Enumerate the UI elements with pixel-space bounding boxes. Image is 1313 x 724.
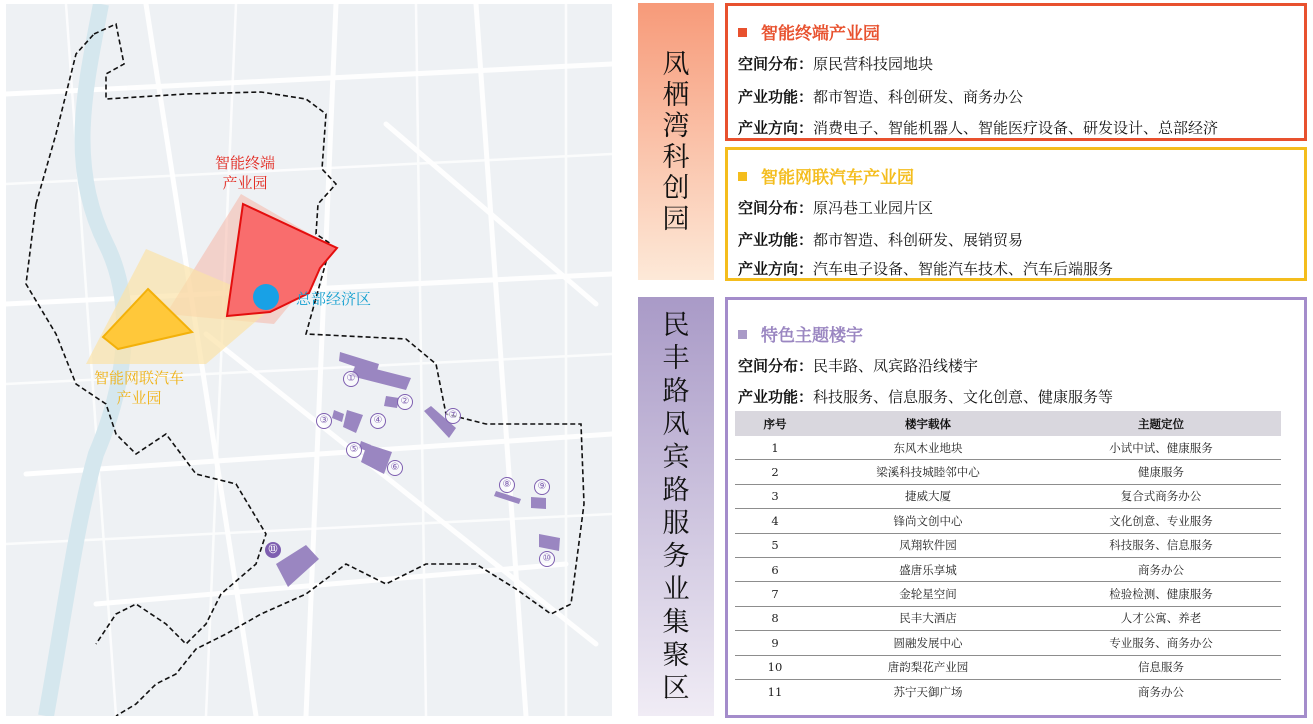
building-marker-6: ⑥ [387,460,403,476]
cell-index: 11 [767,684,783,699]
banner-char: 科 [662,141,690,173]
cell-building: 民丰大酒店 [815,606,1041,630]
building-marker-3: ③ [316,413,332,429]
cell-theme: 人才公寓、养老 [1041,606,1281,630]
cell-theme: 科技服务、信息服务 [1041,533,1281,557]
banner-char: 集 [662,606,690,638]
auto-park-space: 空间分布：原冯巷工业园片区 [738,199,934,217]
service-space: 空间分布：民丰路、凤宾路沿线楼宇 [738,357,979,375]
square-bullet-icon [738,28,747,37]
table-row [735,582,1281,606]
banner-char: 栖 [662,79,690,111]
banner-char: 创 [662,172,690,204]
cell-building: 锋尚文创中心 [815,509,1041,533]
auto-park-function: 产业功能：都市智造、科创研发、展销贸易 [738,231,1024,249]
top-cluster-banner [638,3,714,280]
cell-building: 唐韵梨花产业园 [815,655,1041,679]
cell-building: 金轮星空间 [815,582,1041,606]
table-header-row [735,411,1281,436]
table-row [735,655,1281,679]
terminal-park-panel [725,3,1307,141]
cell-index: 9 [735,631,815,655]
cell-index: 1 [735,436,815,460]
cell-building: 盛唐乐享城 [815,557,1041,581]
cell-theme: 商务办公 [1041,557,1281,581]
banner-char: 凤 [662,48,690,80]
auto-park-label: 智能网联汽车 产业园 [94,369,185,407]
col-header-building: 楼宇载体 [815,411,1041,436]
cell-index: 2 [735,460,815,484]
building-marker-1: ① [343,371,359,387]
table-row [735,557,1281,581]
banner-char: 路 [662,474,690,506]
table-row [735,679,1281,703]
terminal-park-space: 空间分布：原民营科技园地块 [738,55,934,73]
cell-theme: 复合式商务办公 [1041,484,1281,508]
map-graphic [6,4,612,716]
cell-theme: 信息服务 [1041,655,1281,679]
cell-theme: 商务办公 [1138,684,1184,699]
auto-park-title: 智能网联汽车产业园 [738,163,914,188]
banner-char: 丰 [662,342,690,374]
terminal-park-title: 智能终端产业园 [738,19,880,44]
terminal-park-direction: 产业方向：消费电子、智能机器人、智能医疗设备、研发设计、总部经济 [738,119,1219,137]
banner-char: 湾 [662,110,690,142]
building-marker-8: ⑧ [499,477,515,493]
col-header-index: 序号 [735,411,815,436]
service-title: 特色主题楼宇 [738,321,863,346]
building-marker-5: ⑤ [346,442,362,458]
table-row [735,631,1281,655]
auto-park-panel [725,147,1307,281]
building-marker-2: ② [397,394,413,410]
table-row [735,484,1281,508]
cell-theme: 小试中试、健康服务 [1041,436,1281,460]
cell-index: 10 [735,655,815,679]
cell-theme: 检验检测、健康服务 [1041,582,1281,606]
table-row [735,533,1281,557]
auto-park-direction: 产业方向：汽车电子设备、智能汽车技术、汽车后端服务 [738,260,1114,278]
banner-char: 务 [662,540,690,572]
banner-char: 聚 [662,639,690,671]
cell-building: 东风木业地块 [815,436,1041,460]
banner-char: 区 [662,672,690,704]
cell-index: 6 [735,557,815,581]
cell-building: 捷威大厦 [815,484,1041,508]
cell-index: 3 [735,484,815,508]
cell-theme: 健康服务 [1041,460,1281,484]
bottom-cluster-banner [638,297,714,716]
col-header-theme: 主题定位 [1041,411,1281,436]
banner-char: 路 [662,375,690,407]
banner-char: 民 [662,309,690,341]
cell-index: 5 [735,533,815,557]
table-row [735,436,1281,460]
building-marker-10: ⑩ [539,551,555,567]
banner-char: 凤 [662,408,690,440]
cell-building: 凤翔软件园 [815,533,1041,557]
banner-char: 宾 [662,441,690,473]
cell-index: 7 [735,582,815,606]
terminal-park-label: 智能终端 产业园 [215,154,276,192]
hq-dot [253,284,279,310]
cell-building: 梁溪科技城睦邻中心 [815,460,1041,484]
building-marker-11: ⑪ [265,542,281,558]
building-marker-7: ⑦ [445,408,461,424]
cell-index: 4 [735,509,815,533]
table-row [735,460,1281,484]
district-map [6,4,612,716]
cell-theme: 专业服务、商务办公 [1041,631,1281,655]
cell-index: 8 [735,606,815,630]
table-row [735,606,1281,630]
building-marker-4: ④ [370,413,386,429]
terminal-park-function: 产业功能：都市智造、科创研发、商务办公 [738,88,1024,106]
table-row [735,509,1281,533]
building-table [735,411,1281,703]
banner-char: 服 [662,507,690,539]
cell-theme: 文化创意、专业服务 [1041,509,1281,533]
hq-label: 总部经济区 [296,290,372,308]
cell-building: 苏宁天御广场 [893,684,963,699]
building-marker-9: ⑨ [534,479,550,495]
cell-building: 圆融发展中心 [815,631,1041,655]
banner-char: 园 [662,203,690,235]
square-bullet-icon [738,330,747,339]
square-bullet-icon [738,172,747,181]
service-function: 产业功能：科技服务、信息服务、文化创意、健康服务等 [738,388,1114,406]
banner-char: 业 [662,573,690,605]
